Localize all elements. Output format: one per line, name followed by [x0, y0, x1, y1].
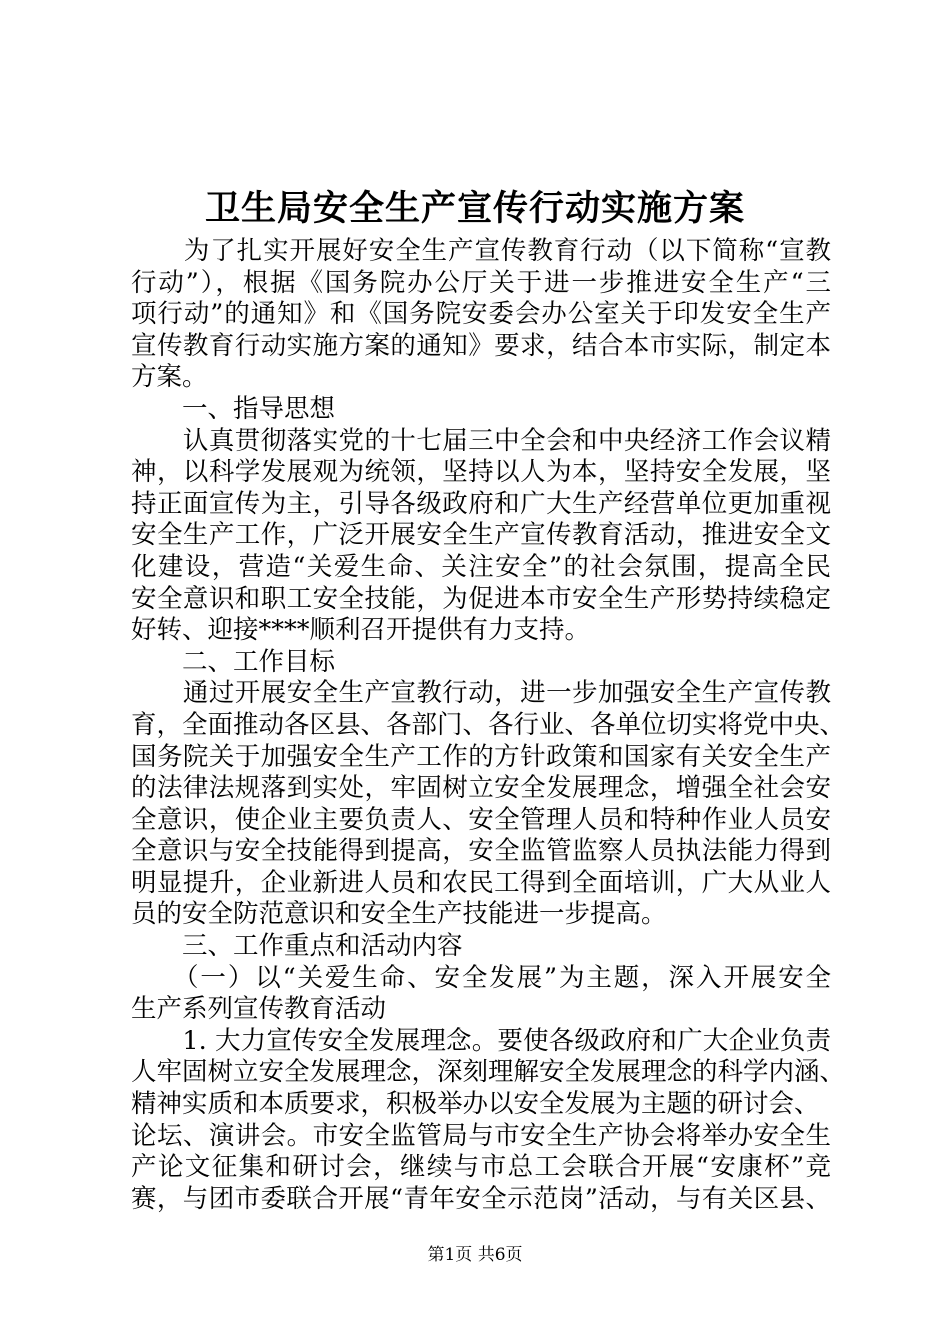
body-line: 全意识，使企业主要负责人、安全管理人员和特种作业人员安 [131, 804, 831, 835]
body-line: 化建设，营造“关爱生命、关注安全”的社会氛围，提高全民 [131, 551, 831, 582]
body-line: 宣传教育行动实施方案的通知》要求，结合本市实际，制定本 [131, 330, 831, 361]
body-line: 安全生产工作，广泛开展安全生产宣传教育活动，推进安全文 [131, 520, 831, 551]
body-line: 好转、迎接****顺利召开提供有力支持。 [131, 615, 591, 646]
body-line: 安全意识和职工安全技能，为促进本市安全生产形势持续稳定 [131, 583, 831, 614]
body-line: 员的安全防范意识和安全生产技能进一步提高。 [131, 899, 667, 930]
body-line: 全意识与安全技能得到提高，安全监管监察人员执法能力得到 [131, 836, 831, 867]
body-line: 行动”），根据《国务院办公厅关于进一步推进安全生产“三 [131, 267, 831, 298]
body-line: 一、指导思想 [131, 393, 336, 424]
document-title: 卫生局安全生产宣传行动实施方案 [204, 188, 745, 229]
body-line: 赛，与团市委联合开展“青年安全示范岗”活动，与有关区县、 [131, 1183, 831, 1214]
body-line: 方案。 [131, 362, 208, 393]
body-line: 项行动”的通知》和《国务院安委会办公室关于印发安全生产 [131, 299, 831, 330]
body-line: 精神实质和本质要求，积极举办以安全发展为主题的研讨会、 [131, 1089, 820, 1120]
page-footer: 第1页 共6页 [427, 1245, 523, 1265]
body-line: 生产系列宣传教育活动 [131, 994, 387, 1025]
body-line: 育，全面推动各区县、各部门、各行业、各单位切实将党中央、 [131, 709, 846, 740]
body-line: 为了扎实开展好安全生产宣传教育行动（以下简称“宣教 [131, 236, 831, 266]
body-line: 的法律法规落到实处，牢固树立安全发展理念，增强全社会安 [131, 773, 831, 804]
body-line: 神，以科学发展观为统领，坚持以人为本，坚持安全发展，坚 [131, 457, 831, 488]
body-line: 认真贯彻落实党的十七届三中全会和中央经济工作会议精 [131, 425, 831, 456]
body-line: 持正面宣传为主，引导各级政府和广大生产经营单位更加重视 [131, 488, 831, 519]
body-line: （一）以“关爱生命、安全发展”为主题，深入开展安全 [131, 962, 831, 993]
body-line: 明显提升，企业新进人员和农民工得到全面培训，广大从业人 [131, 867, 831, 898]
body-line: 国务院关于加强安全生产工作的方针政策和国家有关安全生产 [131, 741, 831, 772]
body-line: 二、工作目标 [131, 646, 336, 677]
document-body [131, 236, 846, 1215]
body-line: 产论文征集和研讨会，继续与市总工会联合开展“安康杯”竞 [131, 1152, 831, 1183]
body-line: 人牢固树立安全发展理念，深刻理解安全发展理念的科学内涵、 [131, 1057, 846, 1088]
body-line: 论坛、演讲会。市安全监管局与市安全生产协会将举办安全生 [131, 1120, 831, 1151]
body-line: 通过开展安全生产宣教行动，进一步加强安全生产宣传教 [131, 678, 831, 709]
body-line: 三、工作重点和活动内容 [131, 931, 463, 962]
body-line: 1. 大力宣传安全发展理念。要使各级政府和广大企业负责 [131, 1025, 831, 1056]
